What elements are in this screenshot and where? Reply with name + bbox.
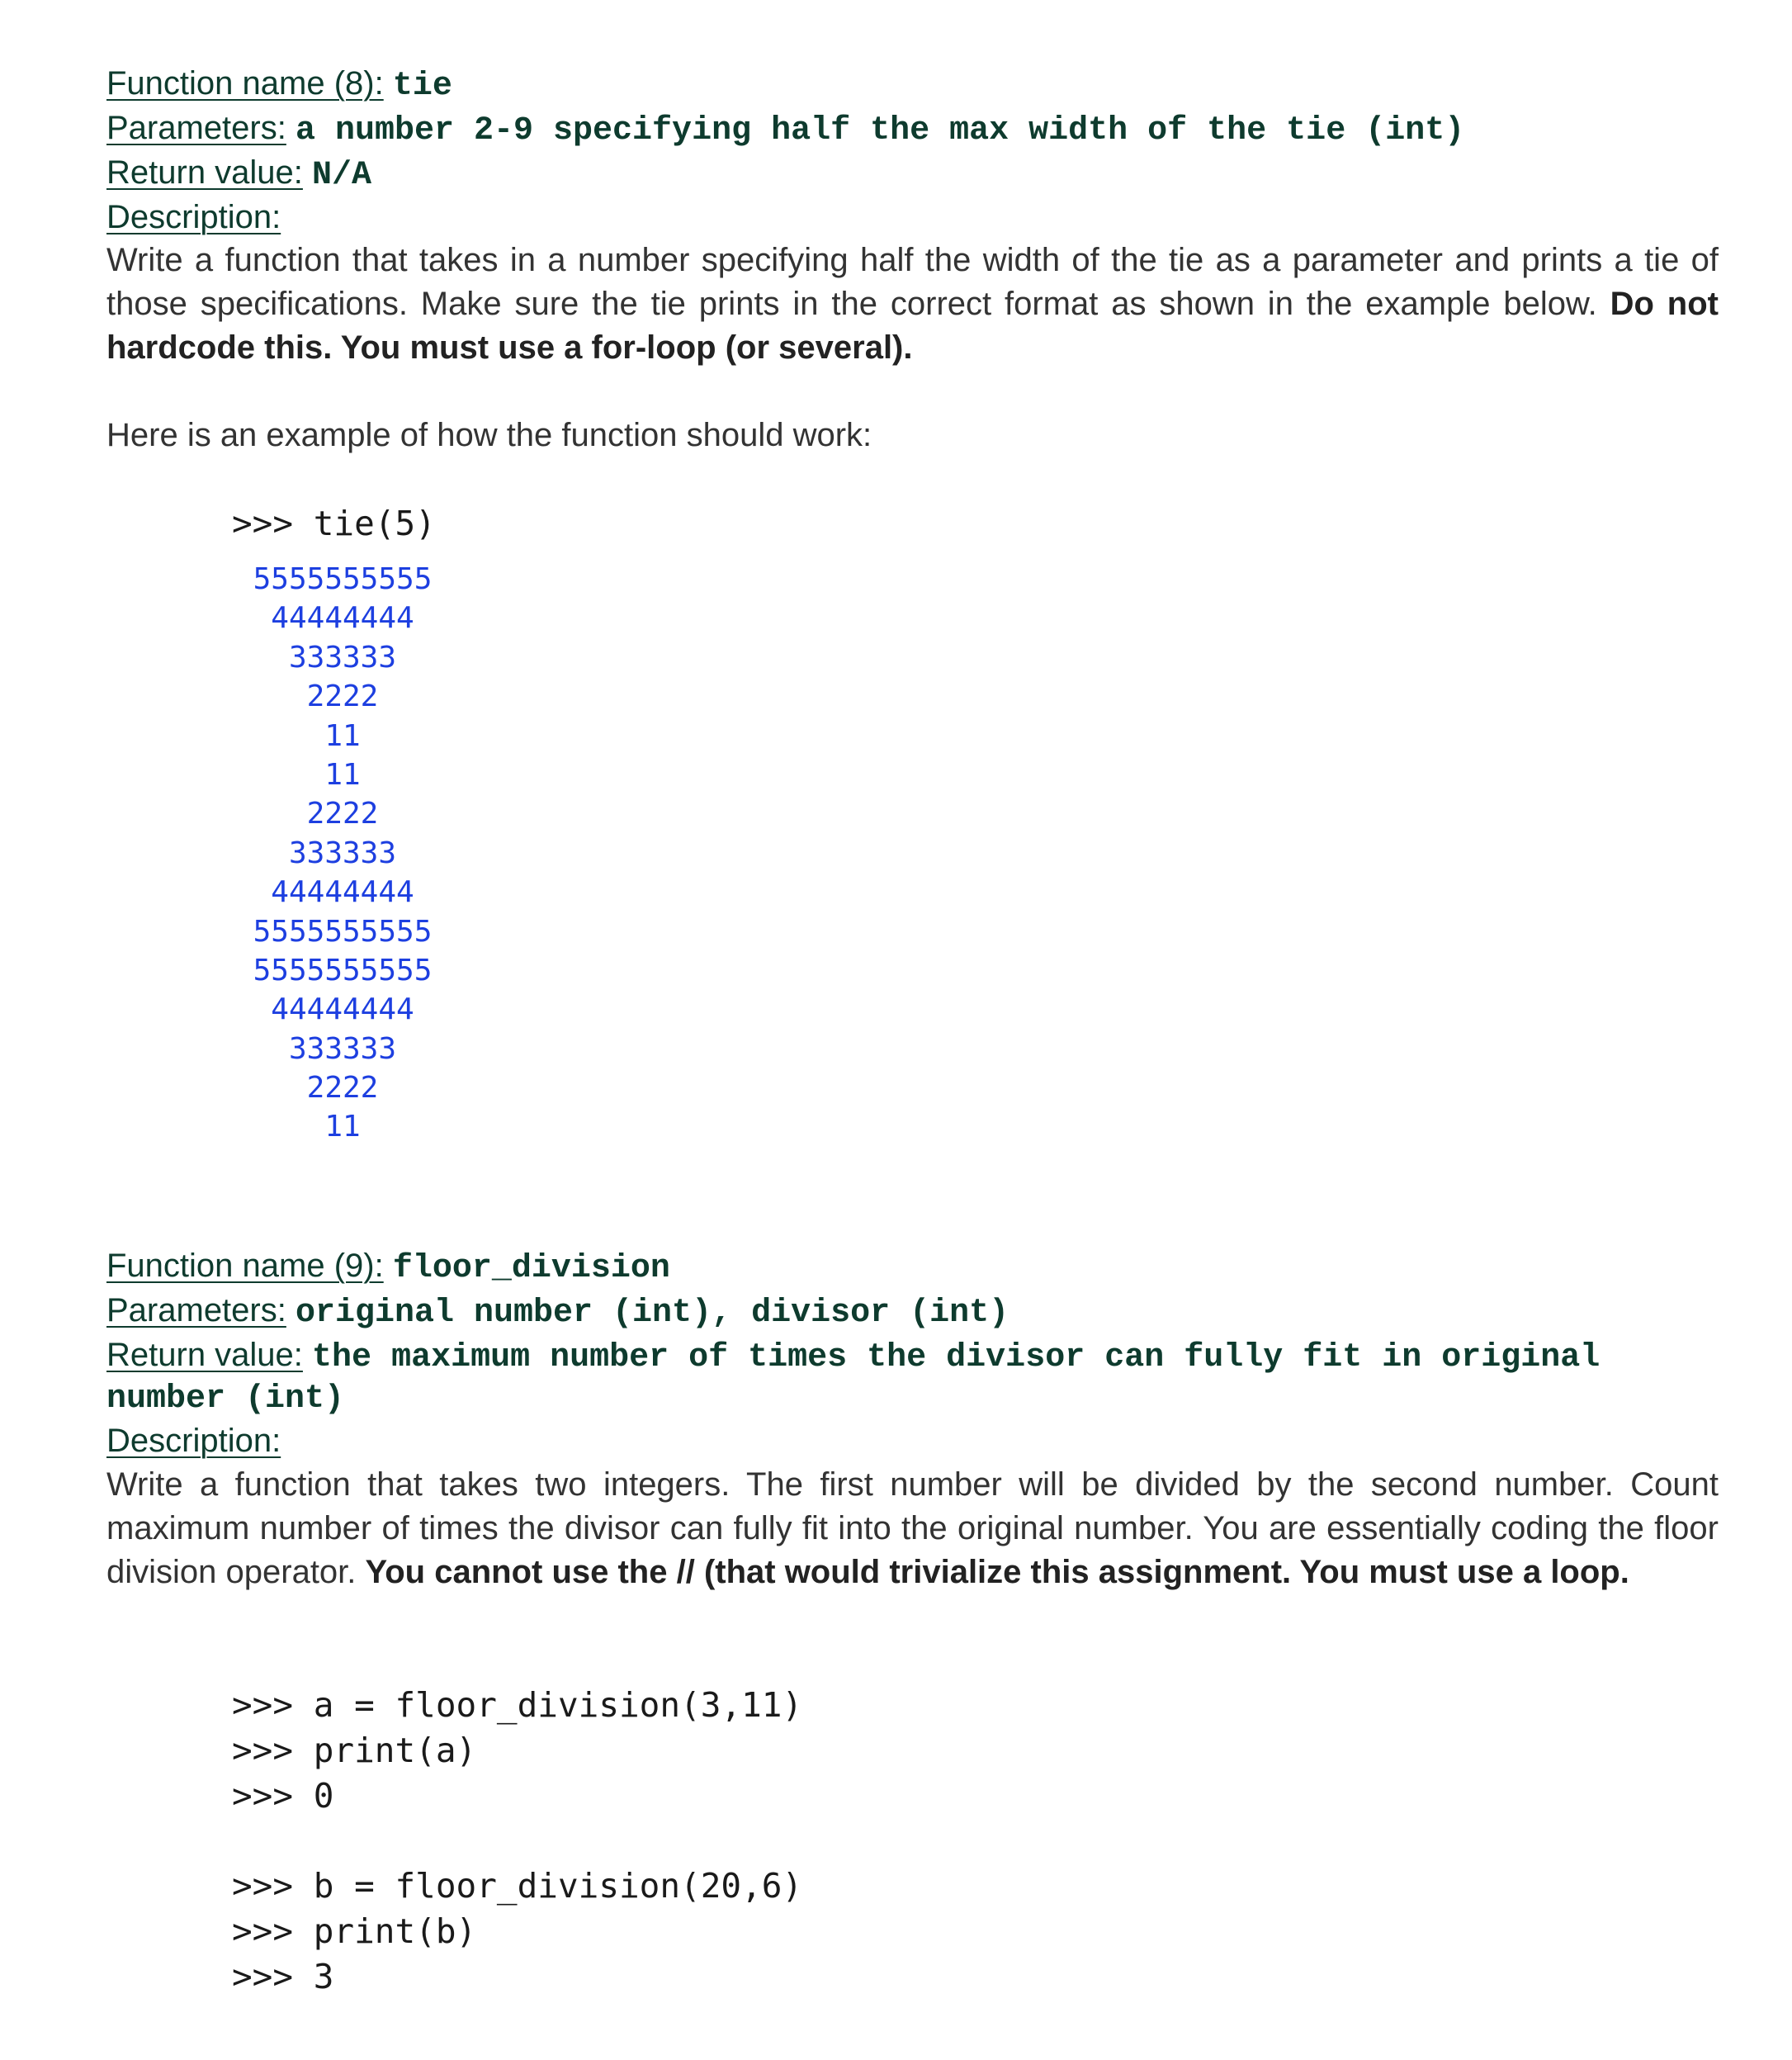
func9-name-row xyxy=(106,1243,670,1291)
code-line: >>> 3 xyxy=(232,1957,334,1996)
func8-params: a number 2-9 specifying half the max width of the tie (int) xyxy=(295,112,1465,149)
tie-output-line: 11 xyxy=(324,757,361,792)
tie-output-line: 11 xyxy=(324,718,361,753)
tie-output-line: 5555555555 xyxy=(253,914,433,949)
code-line: >>> 0 xyxy=(232,1776,334,1816)
func9-desc-row xyxy=(106,1418,281,1463)
func8-example-call: >>> tie(5) xyxy=(232,504,436,543)
func8-return-label: Return value: xyxy=(106,154,303,191)
func8-name-label: Function name (8): xyxy=(106,65,384,102)
func9-return-continuation xyxy=(106,1374,344,1422)
func8-desc-text: Write a function that takes in a number specifying half the width of the tie as a parameter and prints a tie of those specifications. Make sure the tie prints in the correct format as shown in the example below. xyxy=(106,242,1719,322)
func8-desc-bold: Do not hardcode this. You must use a for-loop (or several). xyxy=(106,286,1719,366)
tie-output-line: 2222 xyxy=(306,1071,379,1106)
func9-example1 xyxy=(232,1683,802,1819)
code-line: >>> print(a) xyxy=(232,1731,477,1770)
code-line: >>> print(b) xyxy=(232,1911,477,1951)
func8-description xyxy=(106,239,1719,370)
func9-desc-bold: You cannot use the // (that would trivialize this assignment. You must use a loop. xyxy=(365,1554,1629,1590)
tie-output-line: 333333 xyxy=(288,1031,397,1066)
tie-output-line: 5555555555 xyxy=(253,953,433,987)
tie-output xyxy=(206,560,479,1147)
func8-example-intro: Here is an example of how the function should work: xyxy=(106,417,872,453)
func9-return-line1: the maximum number of times the divisor can fully fit in original xyxy=(312,1339,1601,1376)
func8-name-row xyxy=(106,61,452,109)
func9-desc-label: Description: xyxy=(106,1423,281,1459)
func9-params-label: Parameters: xyxy=(106,1292,286,1328)
func8-params-row xyxy=(106,106,1464,154)
func8-return-row xyxy=(106,150,371,198)
code-line: >>> a = floor_division(3,11) xyxy=(232,1685,803,1725)
tie-output-line: 44444444 xyxy=(271,601,414,636)
tie-output-line: 2222 xyxy=(306,680,379,714)
tie-output-line: 333333 xyxy=(288,640,397,675)
func8-return: N/A xyxy=(312,157,372,194)
func9-return-label: Return value: xyxy=(106,1337,303,1373)
func9-description xyxy=(106,1463,1719,1594)
func8-desc-label: Description: xyxy=(106,199,281,235)
func8-name: tie xyxy=(392,68,452,105)
tie-output-line: 5555555555 xyxy=(253,562,433,596)
func9-params-row xyxy=(106,1288,1009,1336)
tie-output-line: 333333 xyxy=(288,836,397,870)
func9-params: original number (int), divisor (int) xyxy=(295,1295,1009,1332)
tie-output-line: 11 xyxy=(324,1110,361,1144)
func8-params-label: Parameters: xyxy=(106,110,286,146)
func9-desc-text: Write a function that takes two integers. The first number will be divided by the second number. Count maximum number of times the divisor can fully fit into the original number. You are essentially coding the floor division operator. xyxy=(106,1466,1719,1590)
func9-name: floor_division xyxy=(392,1250,670,1287)
tie-output-line: 44444444 xyxy=(271,992,414,1027)
func9-example2 xyxy=(232,1863,802,2000)
code-line: >>> b = floor_division(20,6) xyxy=(232,1866,803,1906)
tie-output-line: 44444444 xyxy=(271,875,414,910)
func9-return-line2: number (int) xyxy=(106,1380,345,1418)
tie-output-line: 2222 xyxy=(306,797,379,831)
func8-desc-row xyxy=(106,195,281,239)
func9-name-label: Function name (9): xyxy=(106,1248,384,1284)
